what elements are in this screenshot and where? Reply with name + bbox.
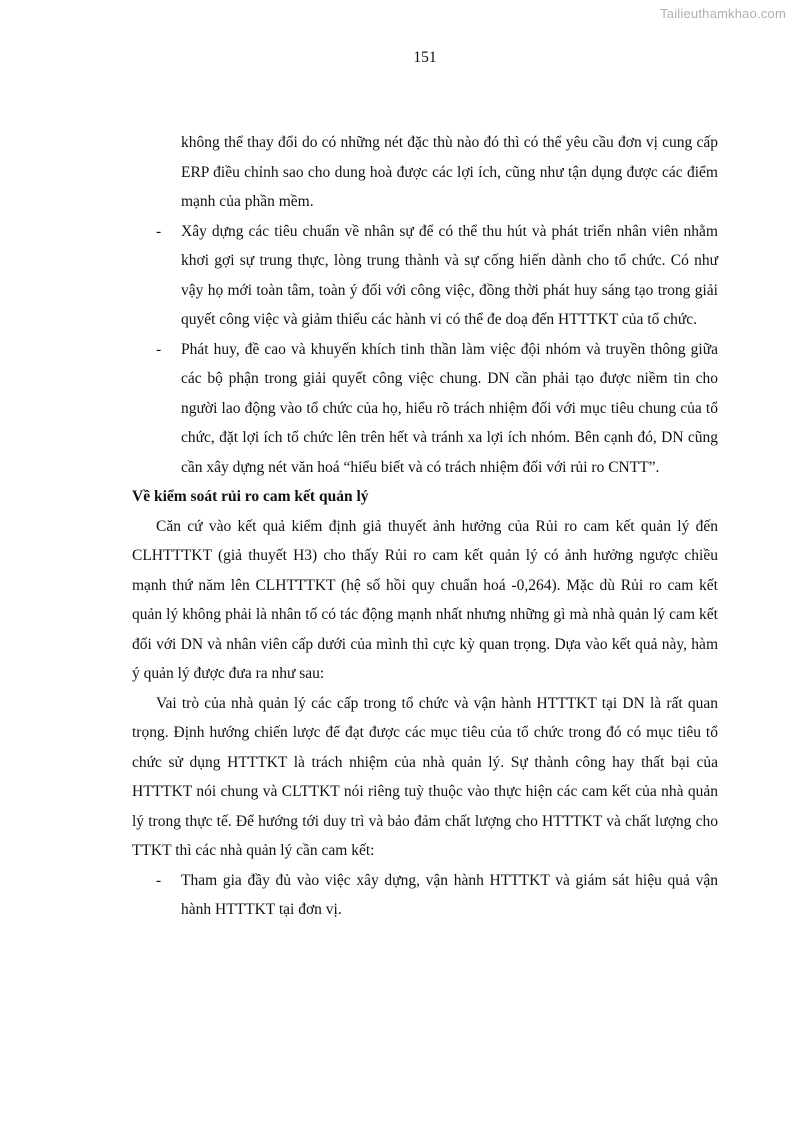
document-body [132,128,718,925]
bullet-item [132,335,718,483]
bullet-item [132,217,718,335]
bullet-dash: - [156,871,162,889]
body-paragraph: Căn cứ vào kết quả kiểm định giả thuyết ảnh hưởng của Rủi ro cam kết quản lý đến CLHTTTKT (giả thuyết H3) cho thấy Rủi ro cam kết quản lý có ảnh hưởng ngược chiều mạnh thứ năm lên CLHTTTKT (hệ số hồi quy chuẩn hoá -0,264). Mặc dù Rủi ro cam kết quản lý không phải là nhân tố có tác động mạnh nhất nhưng những gì mà nhà quản lý cam kết đối với DN và nhân viên cấp dưới của mình thì cực kỳ quan trọng. Dựa vào kết quả này, hàm ý quản lý được đưa ra như sau: [132,517,718,682]
bullet-item [132,866,718,925]
bullet-text: Tham gia đầy đủ vào việc xây dựng, vận hành HTTTKT và giám sát hiệu quả vận hành HTTTKT tại đơn vị. [181,871,718,918]
page-number: 151 [413,49,437,66]
watermark-text: Tailieuthamkhao.com [660,6,786,21]
bullet-dash: - [156,222,162,240]
bullet-dash: - [156,340,162,358]
continuation-paragraph: không thể thay đổi do có những nét đặc thù nào đó thì có thể yêu cầu đơn vị cung cấp ERP điều chỉnh sao cho dung hoà được các lợi ích, cũng như tận dụng được các điểm mạnh của phần mềm. [181,134,718,210]
bullet-text: Xây dựng các tiêu chuẩn về nhân sự để có thể thu hút và phát triển nhân viên nhằm khơi gợi sự trung thực, lòng trung thành và sự cống hiến dành cho tổ chức. Có như vậy họ mới toàn tâm, toàn ý đối với công việc, đồng thời phát huy sáng tạo trong giải quyết công việc và giảm thiểu các hành vi có thể đe doạ đến HTTTKT của tổ chức. [181,222,718,328]
bullet-text: Phát huy, đề cao và khuyến khích tinh thần làm việc đội nhóm và truyền thông giữa các bộ phận trong giải quyết công việc chung. DN cần phải tạo được niềm tin cho người lao động vào tổ chức của họ, hiểu rõ trách nhiệm đối với mục tiêu chung của tổ chức, đặt lợi ích tổ chức lên trên hết và tránh xa lợi ích nhóm. Bên cạnh đó, DN cũng cần xây dựng nét văn hoá “hiểu biết và có trách nhiệm đối với rủi ro CNTT”. [181,340,718,476]
body-paragraph: Vai trò của nhà quản lý các cấp trong tổ chức và vận hành HTTTKT tại DN là rất quan trọng. Định hướng chiến lược để đạt được các mục tiêu của tổ chức trong đó có mục tiêu tổ chức sử dụng HTTTKT là trách nhiệm của nhà quản lý. Sự thành công hay thất bại của HTTTKT nói chung và CLTTKT nói riêng tuỳ thuộc vào thực hiện các cam kết của nhà quản lý trong thực tế. Để hướng tới duy trì và bảo đảm chất lượng cho HTTTKT và chất lượng cho TTKT thì các nhà quản lý cần cam kết: [132,694,718,859]
section-heading: Về kiểm soát rủi ro cam kết quản lý [132,488,369,505]
